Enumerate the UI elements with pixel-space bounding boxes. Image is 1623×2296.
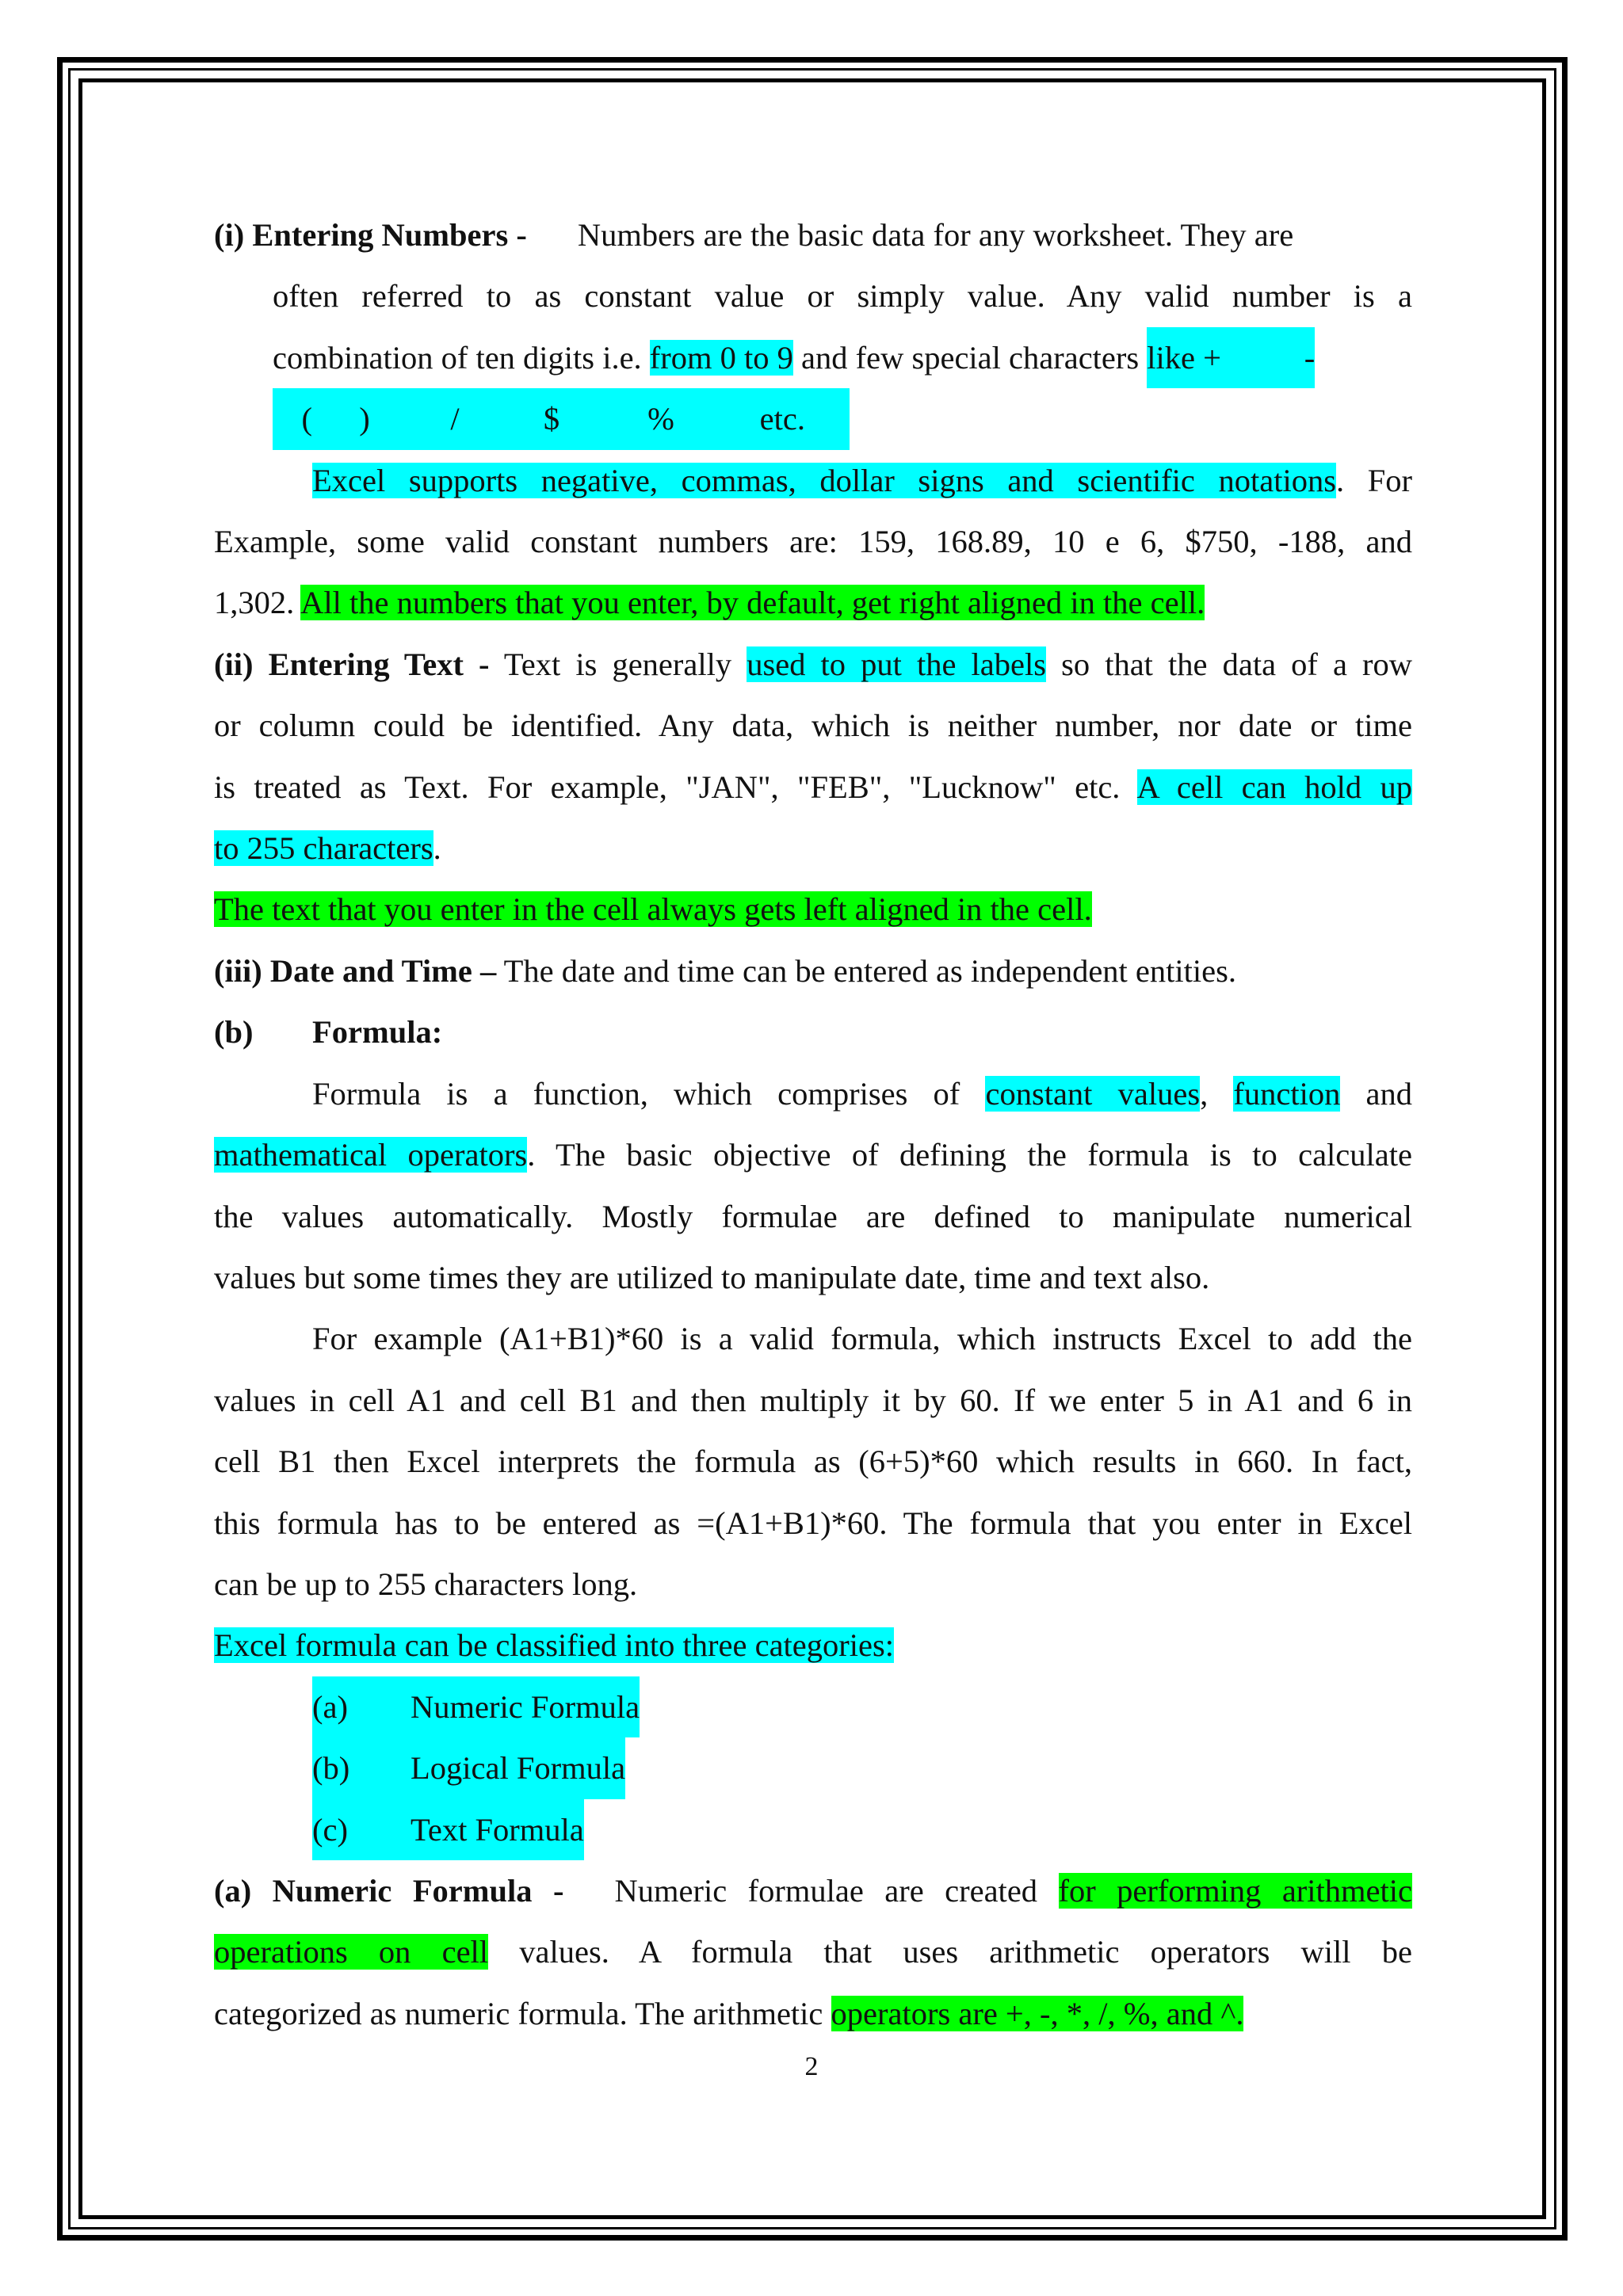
formula-para-1-line-2: mathematical operators. The basic objective of defining the formula is to calculate bbox=[214, 1137, 1412, 1173]
formula-para-1-line-4: values but some times they are utilized to manipulate date, time and text also. bbox=[214, 1259, 1210, 1295]
special-characters-line: ( ) / $ % etc. bbox=[214, 388, 1412, 449]
categories-intro: Excel formula can be classified into three categories: bbox=[214, 1627, 894, 1664]
date-time-heading: (iii) Date and Time – bbox=[214, 952, 497, 989]
formula-para-2-line-4: this formula has to be entered as =(A1+B1)*60. The formula that you enter in Excel bbox=[214, 1505, 1412, 1541]
entering-numbers-line-1: (i) Entering Numbers - Numbers are the basic data for any worksheet. They are bbox=[214, 217, 1294, 253]
entering-text-line-1: (ii) Entering Text - Text is generally used to put the labels so that the data of a row bbox=[214, 646, 1413, 682]
entering-text-line-2: or column could be identified. Any data, which is neither number, nor date or time bbox=[214, 707, 1412, 744]
formula-para-2-line-5: can be up to 255 characters long. bbox=[214, 1566, 638, 1602]
list-item: (a) Numeric Formula bbox=[214, 1676, 1412, 1737]
entering-numbers-line-2: often referred to as constant value or simply value. Any valid number is a bbox=[273, 278, 1412, 315]
entering-numbers-heading: (i) Entering Numbers - bbox=[214, 217, 527, 253]
excel-supports-line: Excel supports negative, commas, dollar signs and scientific notations. For bbox=[312, 462, 1412, 498]
date-time-line: (iii) Date and Time – The date and time can be entered as independent entities. bbox=[214, 952, 1237, 989]
formula-para-2-line-3: cell B1 then Excel interprets the formula as (6+5)*60 which results in 660. In fact, bbox=[214, 1444, 1412, 1480]
page-number: 2 bbox=[804, 2052, 819, 2081]
entering-numbers-line-3: combination of ten digits i.e. from 0 to 9 and few special characters like + - bbox=[214, 327, 1412, 388]
left-aligned-line: The text that you enter in the cell always gets left aligned in the cell. bbox=[214, 891, 1092, 928]
list-item: (c) Text Formula bbox=[214, 1799, 1412, 1860]
entering-text-line-3: is treated as Text. For example, "JAN", "FEB", "Lucknow" etc. A cell can hold up bbox=[214, 769, 1412, 805]
numeric-formula-line-1: (a) Numeric Formula - Numeric formulae are created for performing arithmetic bbox=[214, 1872, 1412, 1909]
numeric-formula-heading: (a) Numeric Formula - bbox=[214, 1872, 564, 1909]
formula-heading: (b) Formula: bbox=[214, 1014, 443, 1051]
list-item: (b) Logical Formula bbox=[214, 1737, 1412, 1798]
right-aligned-line: 1,302. All the numbers that you enter, by default, get right aligned in the cell. bbox=[214, 585, 1205, 621]
formula-para-2-line-1: For example (A1+B1)*60 is a valid formula, which instructs Excel to add the bbox=[312, 1321, 1412, 1357]
formula-para-1-line-1: Formula is a function, which comprises of constant values, function and bbox=[312, 1075, 1413, 1112]
numeric-formula-line-2: operations on cell values. A formula that uses arithmetic operators will be bbox=[214, 1934, 1412, 1970]
valid-numbers-line: Example, some valid constant numbers are: 159, 168.89, 10 e 6, $750, -188, and bbox=[214, 524, 1412, 560]
formula-para-2-line-2: values in cell A1 and cell B1 and then multiply it by 60. If we enter 5 in A1 and 6 in bbox=[214, 1382, 1412, 1418]
formula-para-1-line-3: the values automatically. Mostly formulae are defined to manipulate numerical bbox=[214, 1198, 1412, 1234]
entering-text-heading: (ii) Entering Text - bbox=[214, 646, 490, 682]
entering-text-line-4: to 255 characters. bbox=[214, 830, 441, 867]
numeric-formula-line-3: categorized as numeric formula. The arithmetic operators are +, -, *, /, %, and ^. bbox=[214, 1995, 1244, 2031]
document-body bbox=[214, 204, 1412, 2044]
